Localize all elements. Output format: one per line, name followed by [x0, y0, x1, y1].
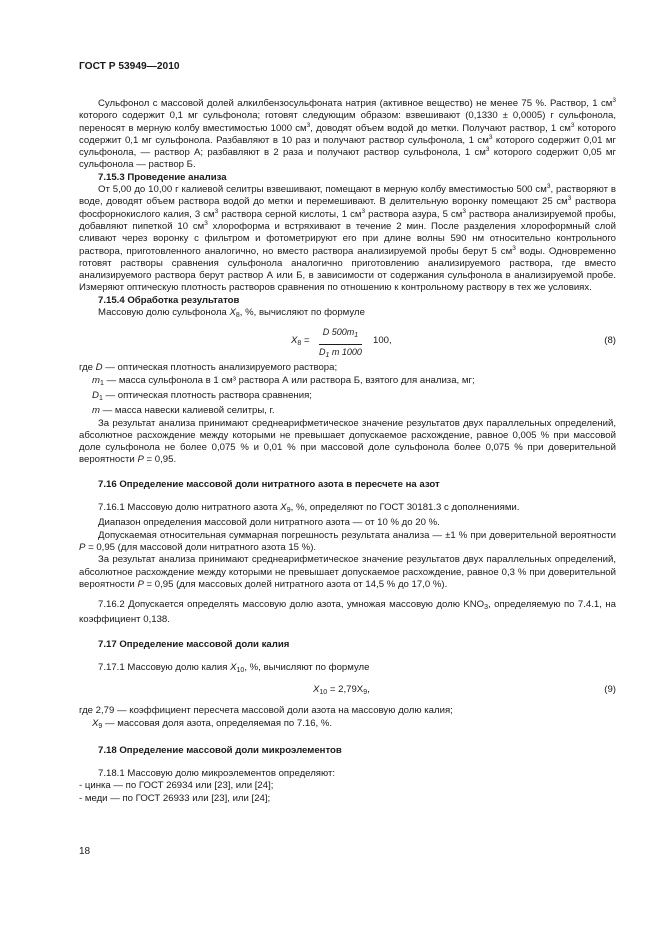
paragraph-range: Диапазон определения массовой доли нитратного азота — от 10 % до 20 %.: [98, 517, 440, 529]
formula-8: [79, 322, 616, 362]
formula-8-numerator: D $500m_1$: [319, 326, 362, 344]
formula-9-expression: $X_{10} = 2,79X_9$,: [313, 684, 370, 697]
paragraph-7-17-1: 7.17.1 Массовую долю калия $X_{10}$, %, вычисляют по формуле: [98, 661, 370, 674]
formula-8-tail: 100,: [373, 335, 392, 347]
list-item: - цинка — по ГОСТ 26934 или [23], или [24];: [79, 780, 274, 792]
heading-7-18: 7.18 Определение массовой доли микроэлементов: [98, 744, 342, 756]
heading-7-15-3: 7.15.3 Проведение анализа: [98, 171, 227, 183]
where-item: где 2,79 — коэффициент пересчета массовой доли азота на массовую долю калия;: [79, 705, 453, 717]
formula-8-fraction: [319, 326, 362, 362]
heading-7-17: 7.17 Определение массовой доли калия: [98, 638, 290, 650]
paragraph-7-16-1: 7.16.1 Массовую долю нитратного азота $X_9$, %, определяют по ГОСТ 30181.3 с дополнениями.: [98, 502, 520, 515]
formula-9: [79, 681, 616, 701]
paragraph-result-nitrate: За результат анализа принимают среднеарифметическое значение результатов двух параллельных определений, абсолютное расхождение между которыми не превышает допускаемое расхождение, равное 0,3 % при доверительной вероятности P = 0,95 (для массовых долей нитратного азота от 14,5 % до 17,0 %).: [79, 554, 616, 590]
paragraph-analysis-procedure: От 5,00 до 10,00 г калиевой селитры взвешивают, помещают в мерную колбу вместимостью 500 $см^3$, растворяют в воде, доводят объем раствора водой до метки и перемешивают. В делительную воронку помещают 25 $см^3$ раствора фосфорнокислого калия, 3 $см^3$ раствора серной кислоты, 1 $см^3$ раствора азура, 5 $см^3$ раствора анализируемой пробы, добавляют пипеткой 10 $см^3$ хлороформа и встряхивают в течение 2 мин. После разделения хлороформный слой сливают через воронку с фильтром и фотометрируют его при длине волны 590 нм относительно контрольного раствора, приготовленного аналогично, но вместо раствора анализируемой пробы берут 5 $см^3$ воды. Одновременно готовят растворы сравнения сульфонола аналогично приготовлению анализируемого раствора, где вместо анализируемого раствора берут раствор А или Б, в зависимости от содержания сульфонола в анализируемой пробе. Измеряют оптическую плотность растворов сравнения по отношению к контрольному раствору в тех же условиях.: [79, 183, 617, 294]
document-header: ГОСТ Р 53949—2010: [79, 61, 180, 72]
where-item: m — масса навески калиевой селитры, г.: [92, 405, 275, 417]
formula-8-lhs: $X_8$ =: [291, 335, 310, 348]
paragraph-result-sulfonol: За результат анализа принимают среднеарифметическое значение результатов двух параллельных определений, абсолютное расхождение между которыми не превышает допускаемое расхождение, равное 0,005 % при массовой доле сульфонола не более 0,075 % и 0,01 % при массовой доле сульфонола более 0,075 % при доверительной вероятности P = 0,95.: [79, 417, 616, 466]
where-item: $X_9$ — массовая доля азота, определяемая по 7.16, %.: [92, 717, 333, 730]
where-item: где D — оптическая плотность анализируемого раствора;: [79, 362, 338, 374]
formula-9-number: (9): [604, 684, 616, 696]
heading-7-15-4: 7.15.4 Обработка результатов: [98, 294, 240, 306]
where-item: $m_1$ — масса сульфонола в 1 см³ раствора А или раствора Б, взятого для анализа, мг;: [92, 374, 475, 387]
formula-8-denominator: $D_1$ m 1000: [319, 346, 362, 359]
paragraph-sulfonol-reagent: Сульфонол с массовой долей алкилбензосульфоната натрия (активное вещество) не менее 75 %. Раствор, 1 $см^3$ которого содержит 0,1 мг сульфонола; готовят следующим образом: взвешивают (0,1330 ± 0,0005) г сульфонола, переносят в мерную колбу вместимостью 1000 $см^3$, доводят объем водой до метки. Получают раствор, 1 $см^3$ которого содержит 0,1 мг сульфонола. Разбавляют в 10 раз и получают раствор сульфонола, 1 $см^3$ которого содержит 0,01 мг сульфонола, — раствор А; разбавляют в 2 раза и получают раствор сульфонола, 1 $см^3$ которого содержит 0,05 мг сульфонола — раствор Б.: [79, 97, 616, 171]
paragraph-7-16-2: 7.16.2 Допускается определять массовую долю азота, умножая массовую долю $KNO_3$, определяемую по 7.4.1, на коэффициент 0,138.: [79, 599, 616, 626]
where-item: $D_1$ — оптическая плотность раствора сравнения;: [92, 389, 312, 402]
formula-8-number: (8): [604, 335, 616, 347]
page-content: [79, 98, 616, 805]
heading-7-16: 7.16 Определение массовой доли нитратного азота в пересчете на азот: [98, 478, 440, 490]
list-item: - меди — по ГОСТ 26933 или [23], или [24];: [79, 792, 271, 804]
page-number: 18: [79, 846, 91, 857]
paragraph-error: Допускаемая относительная суммарная погрешность результата анализа — ±1 % при доверительной вероятности P = 0,95 (для массовой доли нитратного азота 15 %).: [79, 529, 616, 553]
paragraph-7-18-1: 7.18.1 Массовую долю микроэлементов определяют:: [98, 768, 336, 780]
paragraph-formula-intro: Массовую долю сульфонола $X_8$, %, вычисляют по формуле: [98, 307, 365, 320]
